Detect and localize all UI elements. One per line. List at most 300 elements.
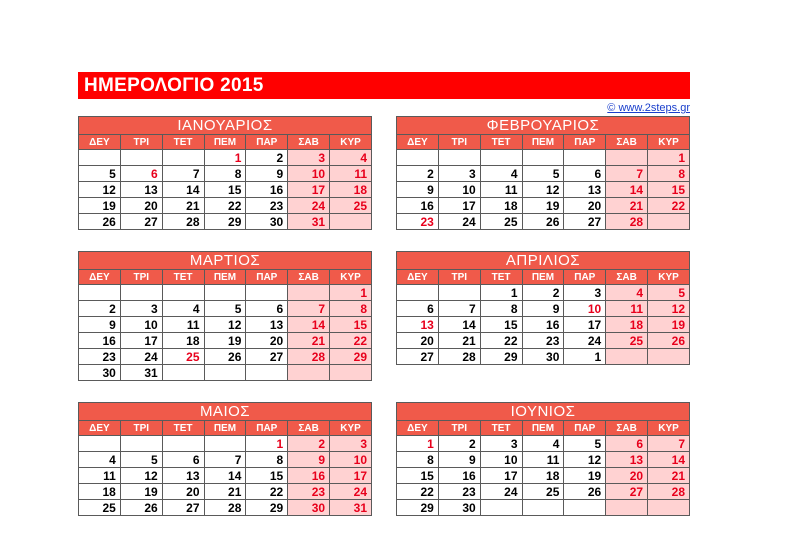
day-cell — [606, 349, 648, 365]
week-row — [79, 365, 372, 381]
day-cell: 10 — [120, 317, 162, 333]
day-cell — [648, 349, 690, 365]
day-cell — [120, 150, 162, 166]
day-cell: 9 — [246, 166, 288, 182]
day-cell: 19 — [79, 198, 121, 214]
day-name-header: ΤΡΙ — [120, 270, 162, 285]
day-cell: 16 — [522, 317, 564, 333]
day-cell: 19 — [564, 468, 606, 484]
day-cell: 23 — [288, 484, 330, 500]
day-cell: 21 — [438, 333, 480, 349]
day-cell: 14 — [648, 452, 690, 468]
month-name: ΑΠΡΙΛΙΟΣ — [397, 252, 690, 270]
day-cell: 9 — [288, 452, 330, 468]
day-cell: 7 — [438, 301, 480, 317]
week-row — [397, 452, 690, 468]
week-row — [79, 468, 372, 484]
day-name-header: ΤΡΙ — [120, 421, 162, 436]
day-cell: 17 — [480, 468, 522, 484]
day-cell: 10 — [438, 182, 480, 198]
week-row — [79, 317, 372, 333]
day-cell: 10 — [480, 452, 522, 468]
day-cell: 10 — [330, 452, 372, 468]
day-name-header: ΚΥΡ — [648, 135, 690, 150]
day-name-header: ΠΑΡ — [246, 270, 288, 285]
day-cell: 14 — [204, 468, 246, 484]
day-cell — [204, 436, 246, 452]
day-cell: 26 — [648, 333, 690, 349]
day-cell — [648, 500, 690, 516]
day-cell: 13 — [120, 182, 162, 198]
day-cell: 5 — [522, 166, 564, 182]
day-cell: 4 — [330, 150, 372, 166]
day-cell: 31 — [330, 500, 372, 516]
day-name-header: ΤΕΤ — [162, 270, 204, 285]
day-cell: 18 — [162, 333, 204, 349]
week-row — [397, 500, 690, 516]
day-cell: 9 — [397, 182, 439, 198]
day-cell: 20 — [564, 198, 606, 214]
day-cell: 15 — [330, 317, 372, 333]
day-name-header: ΤΡΙ — [438, 421, 480, 436]
day-name-header: ΤΕΤ — [162, 135, 204, 150]
page-title: ΗΜΕΡΟΛΟΓΙΟ 2015 — [78, 72, 690, 99]
day-cell: 3 — [438, 166, 480, 182]
day-cell: 8 — [330, 301, 372, 317]
day-cell: 13 — [246, 317, 288, 333]
day-cell: 29 — [397, 500, 439, 516]
day-cell: 15 — [397, 468, 439, 484]
day-cell: 24 — [438, 214, 480, 230]
day-cell: 20 — [246, 333, 288, 349]
day-cell — [397, 285, 439, 301]
day-cell: 25 — [330, 198, 372, 214]
day-cell: 1 — [204, 150, 246, 166]
day-cell: 18 — [606, 317, 648, 333]
day-cell: 7 — [648, 436, 690, 452]
day-name-header: ΤΕΤ — [480, 421, 522, 436]
day-cell — [288, 365, 330, 381]
week-row — [397, 214, 690, 230]
day-cell: 28 — [288, 349, 330, 365]
day-cell: 4 — [480, 166, 522, 182]
week-row — [397, 484, 690, 500]
day-cell: 1 — [246, 436, 288, 452]
copyright-link[interactable]: © www.2steps.gr — [607, 102, 690, 114]
day-cell: 6 — [564, 166, 606, 182]
day-cell — [606, 500, 648, 516]
day-cell: 27 — [120, 214, 162, 230]
day-cell: 3 — [288, 150, 330, 166]
day-cell — [522, 500, 564, 516]
day-cell: 25 — [522, 484, 564, 500]
day-cell — [330, 365, 372, 381]
month-calendar — [78, 402, 372, 516]
day-name-header: ΠΑΡ — [564, 421, 606, 436]
day-cell: 21 — [162, 198, 204, 214]
day-name-header: ΠΕΜ — [522, 421, 564, 436]
day-name-header: ΣΑΒ — [606, 421, 648, 436]
day-cell: 23 — [246, 198, 288, 214]
day-cell: 14 — [288, 317, 330, 333]
day-cell: 6 — [397, 301, 439, 317]
day-cell: 27 — [246, 349, 288, 365]
day-cell: 22 — [246, 484, 288, 500]
day-cell: 11 — [330, 166, 372, 182]
day-cell: 21 — [606, 198, 648, 214]
day-cell: 30 — [79, 365, 121, 381]
day-cell — [246, 365, 288, 381]
day-name-header: ΠΕΜ — [204, 421, 246, 436]
day-cell: 28 — [204, 500, 246, 516]
day-cell: 19 — [120, 484, 162, 500]
day-cell — [162, 150, 204, 166]
week-row — [79, 150, 372, 166]
day-cell: 29 — [246, 500, 288, 516]
day-cell: 2 — [522, 285, 564, 301]
month-calendar — [396, 251, 690, 365]
day-cell: 7 — [204, 452, 246, 468]
day-cell: 8 — [648, 166, 690, 182]
day-cell: 9 — [522, 301, 564, 317]
day-cell — [120, 436, 162, 452]
day-cell: 28 — [606, 214, 648, 230]
day-cell: 1 — [480, 285, 522, 301]
day-cell: 4 — [606, 285, 648, 301]
day-name-header: ΠΑΡ — [564, 270, 606, 285]
month-name: ΙΟΥΝΙΟΣ — [397, 403, 690, 421]
day-cell: 19 — [648, 317, 690, 333]
day-cell — [330, 214, 372, 230]
week-row — [397, 182, 690, 198]
day-cell: 11 — [162, 317, 204, 333]
day-cell: 1 — [564, 349, 606, 365]
day-cell: 12 — [564, 452, 606, 468]
day-cell: 20 — [162, 484, 204, 500]
day-cell: 25 — [162, 349, 204, 365]
day-cell: 6 — [120, 166, 162, 182]
day-name-header: ΠΑΡ — [246, 135, 288, 150]
day-name-header: ΠΑΡ — [564, 135, 606, 150]
day-name-header: ΠΑΡ — [246, 421, 288, 436]
day-cell: 5 — [648, 285, 690, 301]
day-cell: 25 — [480, 214, 522, 230]
day-cell: 31 — [288, 214, 330, 230]
day-cell: 7 — [162, 166, 204, 182]
day-cell — [79, 436, 121, 452]
day-cell: 30 — [246, 214, 288, 230]
day-name-header: ΚΥΡ — [648, 270, 690, 285]
day-cell: 26 — [204, 349, 246, 365]
day-name-header: ΔΕΥ — [397, 270, 439, 285]
day-cell: 26 — [564, 484, 606, 500]
day-cell: 21 — [288, 333, 330, 349]
day-cell: 18 — [522, 468, 564, 484]
day-cell: 16 — [246, 182, 288, 198]
month-calendar — [396, 402, 690, 516]
month-name: ΜΑΙΟΣ — [79, 403, 372, 421]
day-cell — [204, 285, 246, 301]
week-row — [79, 333, 372, 349]
week-row — [397, 317, 690, 333]
day-cell: 25 — [79, 500, 121, 516]
day-cell: 3 — [120, 301, 162, 317]
day-cell: 6 — [246, 301, 288, 317]
day-cell: 18 — [480, 198, 522, 214]
day-cell: 16 — [438, 468, 480, 484]
day-cell: 4 — [79, 452, 121, 468]
day-cell — [246, 285, 288, 301]
week-row — [79, 214, 372, 230]
day-cell: 9 — [79, 317, 121, 333]
day-cell — [438, 150, 480, 166]
day-cell: 17 — [330, 468, 372, 484]
day-cell — [162, 436, 204, 452]
day-cell — [79, 150, 121, 166]
day-name-header: ΔΕΥ — [79, 135, 121, 150]
day-cell: 6 — [606, 436, 648, 452]
day-cell — [120, 285, 162, 301]
day-cell: 26 — [79, 214, 121, 230]
day-cell: 17 — [564, 317, 606, 333]
day-cell — [162, 285, 204, 301]
day-cell: 22 — [330, 333, 372, 349]
day-cell: 24 — [288, 198, 330, 214]
day-cell: 22 — [204, 198, 246, 214]
day-cell: 6 — [162, 452, 204, 468]
day-name-header: ΠΕΜ — [204, 270, 246, 285]
day-cell: 20 — [397, 333, 439, 349]
day-cell — [288, 285, 330, 301]
month-name: ΜΑΡΤΙΟΣ — [79, 252, 372, 270]
week-row — [79, 198, 372, 214]
day-name-header: ΔΕΥ — [79, 421, 121, 436]
day-cell — [564, 150, 606, 166]
week-row — [79, 182, 372, 198]
day-cell: 5 — [564, 436, 606, 452]
day-cell: 17 — [438, 198, 480, 214]
day-cell: 27 — [162, 500, 204, 516]
day-name-header: ΤΡΙ — [438, 135, 480, 150]
day-cell — [397, 150, 439, 166]
day-cell: 22 — [648, 198, 690, 214]
day-cell — [162, 365, 204, 381]
day-name-header: ΣΑΒ — [606, 270, 648, 285]
day-name-header: ΚΥΡ — [330, 421, 372, 436]
day-cell: 23 — [397, 214, 439, 230]
day-name-header: ΣΑΒ — [288, 270, 330, 285]
day-cell: 30 — [438, 500, 480, 516]
day-cell: 16 — [79, 333, 121, 349]
day-cell: 12 — [120, 468, 162, 484]
day-name-header: ΠΕΜ — [204, 135, 246, 150]
day-cell: 23 — [522, 333, 564, 349]
day-cell: 12 — [648, 301, 690, 317]
day-cell: 12 — [204, 317, 246, 333]
day-name-header: ΠΕΜ — [522, 135, 564, 150]
day-cell: 15 — [246, 468, 288, 484]
day-cell: 20 — [120, 198, 162, 214]
day-name-header: ΤΡΙ — [120, 135, 162, 150]
day-name-header: ΠΕΜ — [522, 270, 564, 285]
day-cell: 19 — [522, 198, 564, 214]
week-row — [397, 166, 690, 182]
day-cell: 29 — [480, 349, 522, 365]
day-cell: 1 — [330, 285, 372, 301]
day-cell — [606, 150, 648, 166]
day-cell: 22 — [480, 333, 522, 349]
day-name-header: ΤΕΤ — [480, 135, 522, 150]
day-cell: 16 — [288, 468, 330, 484]
day-cell: 24 — [120, 349, 162, 365]
day-name-header: ΣΑΒ — [288, 135, 330, 150]
day-cell: 1 — [397, 436, 439, 452]
day-cell: 7 — [288, 301, 330, 317]
day-cell: 8 — [480, 301, 522, 317]
month-calendar — [78, 251, 372, 381]
day-cell: 20 — [606, 468, 648, 484]
day-cell: 12 — [79, 182, 121, 198]
day-cell: 13 — [564, 182, 606, 198]
day-cell: 14 — [606, 182, 648, 198]
day-cell: 10 — [564, 301, 606, 317]
day-cell: 22 — [397, 484, 439, 500]
day-cell: 14 — [162, 182, 204, 198]
day-cell: 12 — [522, 182, 564, 198]
week-row — [79, 500, 372, 516]
day-name-header: ΣΑΒ — [288, 421, 330, 436]
day-name-header: ΔΕΥ — [79, 270, 121, 285]
day-cell: 28 — [438, 349, 480, 365]
week-row — [79, 436, 372, 452]
day-cell — [564, 500, 606, 516]
day-cell: 27 — [606, 484, 648, 500]
day-cell: 5 — [204, 301, 246, 317]
day-cell — [204, 365, 246, 381]
day-cell: 13 — [162, 468, 204, 484]
day-cell: 7 — [606, 166, 648, 182]
day-cell: 29 — [330, 349, 372, 365]
month-name: ΦΕΒΡΟΥΑΡΙΟΣ — [397, 117, 690, 135]
day-name-header: ΔΕΥ — [397, 135, 439, 150]
week-row — [79, 285, 372, 301]
day-cell: 24 — [330, 484, 372, 500]
week-row — [79, 349, 372, 365]
day-cell: 2 — [438, 436, 480, 452]
week-row — [397, 333, 690, 349]
day-cell: 16 — [397, 198, 439, 214]
day-cell: 31 — [120, 365, 162, 381]
day-name-header: ΤΕΤ — [480, 270, 522, 285]
day-cell: 18 — [330, 182, 372, 198]
day-cell: 3 — [480, 436, 522, 452]
day-cell: 27 — [397, 349, 439, 365]
day-cell — [480, 150, 522, 166]
day-cell: 8 — [246, 452, 288, 468]
week-row — [397, 150, 690, 166]
week-row — [79, 166, 372, 182]
day-cell: 15 — [480, 317, 522, 333]
week-row — [79, 301, 372, 317]
day-cell: 17 — [120, 333, 162, 349]
day-cell — [648, 214, 690, 230]
day-cell: 17 — [288, 182, 330, 198]
day-cell: 14 — [438, 317, 480, 333]
day-cell: 15 — [204, 182, 246, 198]
day-cell: 24 — [480, 484, 522, 500]
week-row — [397, 436, 690, 452]
day-cell: 27 — [564, 214, 606, 230]
day-cell: 18 — [79, 484, 121, 500]
day-cell: 29 — [204, 214, 246, 230]
day-cell: 1 — [648, 150, 690, 166]
day-cell — [522, 150, 564, 166]
week-row — [397, 468, 690, 484]
day-name-header: ΤΡΙ — [438, 270, 480, 285]
day-cell: 3 — [330, 436, 372, 452]
day-cell: 25 — [606, 333, 648, 349]
month-name: ΙΑΝΟΥΑΡΙΟΣ — [79, 117, 372, 135]
day-cell: 5 — [120, 452, 162, 468]
day-cell: 24 — [564, 333, 606, 349]
day-cell: 11 — [522, 452, 564, 468]
day-cell — [438, 285, 480, 301]
day-cell: 2 — [288, 436, 330, 452]
day-name-header: ΚΥΡ — [330, 135, 372, 150]
day-cell: 21 — [204, 484, 246, 500]
day-cell: 8 — [204, 166, 246, 182]
day-name-header: ΤΕΤ — [162, 421, 204, 436]
day-cell: 2 — [397, 166, 439, 182]
month-calendar — [78, 116, 372, 230]
day-name-header: ΣΑΒ — [606, 135, 648, 150]
day-cell: 11 — [79, 468, 121, 484]
day-cell: 30 — [288, 500, 330, 516]
day-cell: 15 — [648, 182, 690, 198]
day-cell — [480, 500, 522, 516]
day-cell: 9 — [438, 452, 480, 468]
day-cell: 11 — [480, 182, 522, 198]
day-cell: 5 — [79, 166, 121, 182]
day-cell: 30 — [522, 349, 564, 365]
week-row — [397, 349, 690, 365]
day-cell — [79, 285, 121, 301]
week-row — [397, 198, 690, 214]
day-cell: 28 — [162, 214, 204, 230]
day-cell: 23 — [438, 484, 480, 500]
day-name-header: ΚΥΡ — [330, 270, 372, 285]
day-name-header: ΚΥΡ — [648, 421, 690, 436]
week-row — [397, 301, 690, 317]
week-row — [79, 452, 372, 468]
day-cell: 2 — [79, 301, 121, 317]
day-cell: 11 — [606, 301, 648, 317]
day-name-header: ΔΕΥ — [397, 421, 439, 436]
day-cell: 28 — [648, 484, 690, 500]
day-cell: 26 — [522, 214, 564, 230]
day-cell: 4 — [162, 301, 204, 317]
week-row — [79, 484, 372, 500]
day-cell: 13 — [397, 317, 439, 333]
day-cell: 8 — [397, 452, 439, 468]
day-cell: 3 — [564, 285, 606, 301]
day-cell: 21 — [648, 468, 690, 484]
week-row — [397, 285, 690, 301]
day-cell: 23 — [79, 349, 121, 365]
day-cell: 13 — [606, 452, 648, 468]
day-cell: 2 — [246, 150, 288, 166]
day-cell: 19 — [204, 333, 246, 349]
